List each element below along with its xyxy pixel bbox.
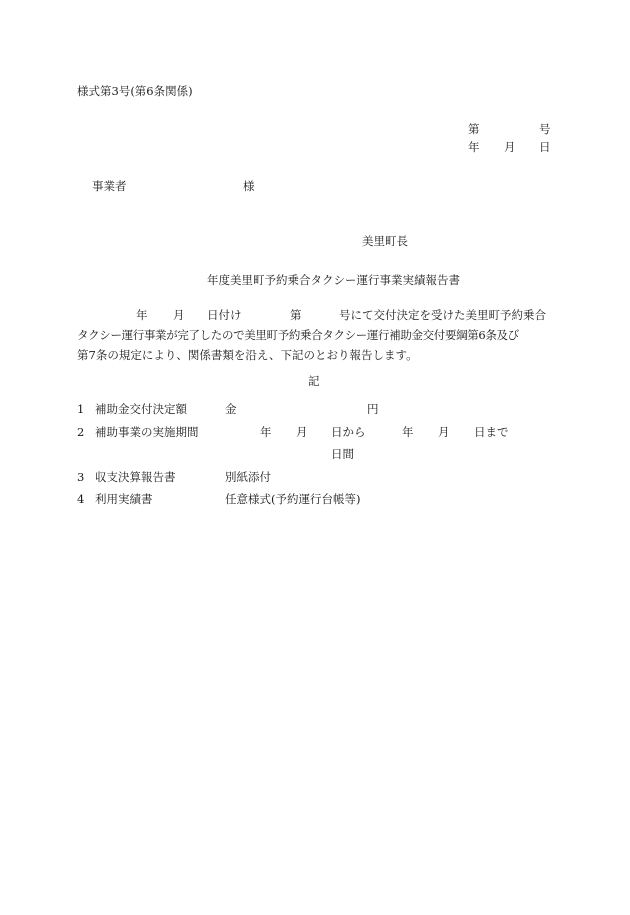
period-days: 日間 [331,447,354,461]
period-year-end: 年 [402,425,414,439]
period-month-start: 月 [296,425,308,439]
body-line3: 第7条の規定により、関係書類を沿え、下記のとおり報告します。 [77,348,418,362]
period-month-end: 月 [438,425,450,439]
item-number: 3 [77,470,85,484]
body-line2: タクシー運行事業が完了したので美里町予約乗合タクシー運行補助金交付要綱第6条及び [77,328,519,342]
reference-go: 号 [539,122,551,136]
item-label: 補助事業の実施期間 [95,425,199,439]
item-number: 4 [77,492,85,506]
date-year: 年 [468,140,480,154]
body-month: 月 [173,308,185,322]
item-en: 円 [367,402,379,416]
body-line1-rest: 号にて交付決定を受けた美里町予約乗合 [339,308,546,322]
period-day-start: 日から [331,425,366,439]
date-month: 月 [504,140,516,154]
item-label: 補助金交付決定額 [95,402,187,416]
item-number: 2 [77,425,85,439]
report-title: 年度美里町予約乗合タクシー運行事業実績報告書 [207,273,460,287]
body-dated: 日付け [207,308,242,322]
reference-dai: 第 [468,122,480,136]
date-day: 日 [539,140,551,154]
body-year: 年 [136,308,148,322]
item-value: 任意様式(予約運行台帳等) [225,492,361,506]
period-year-start: 年 [260,425,272,439]
body-dai: 第 [290,308,302,322]
item-number: 1 [77,402,85,416]
sender-name: 美里町長 [362,234,408,248]
item-label: 利用実績書 [95,492,153,506]
item-label: 収支決算報告書 [95,470,176,484]
item-kin: 金 [225,402,237,416]
form-label: 様式第3号(第6条関係) [77,84,193,98]
addressee-prefix: 事業者 [92,179,127,193]
addressee-honorific: 様 [243,179,255,193]
item-value: 別紙添付 [225,470,271,484]
ki-heading: 記 [308,374,320,388]
period-day-end: 日まで [474,425,509,439]
